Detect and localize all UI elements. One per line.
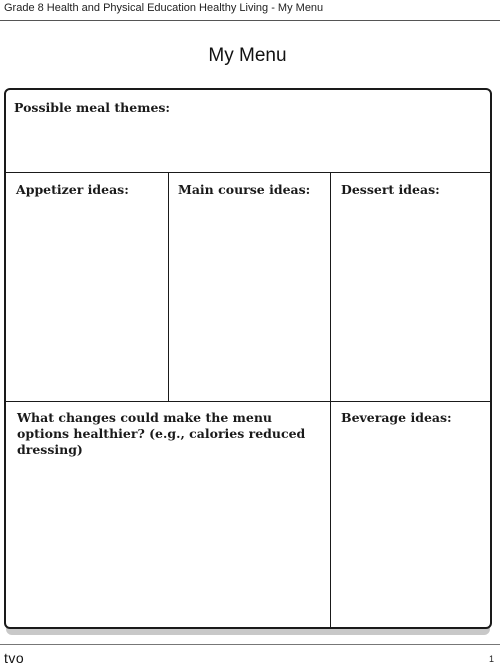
footer-divider bbox=[0, 644, 500, 645]
beverage-box[interactable] bbox=[330, 401, 490, 627]
appetizer-label: Appetizer ideas: bbox=[16, 182, 129, 197]
tvo-logo: tvo bbox=[4, 650, 25, 666]
main-course-box[interactable] bbox=[168, 172, 330, 401]
healthier-changes-label: What changes could make the menu options healthier? (e.g., calories reduced dressing) bbox=[17, 410, 306, 457]
page-number: 1 bbox=[488, 654, 494, 664]
dessert-label: Dessert ideas: bbox=[341, 182, 440, 197]
header-divider bbox=[0, 20, 500, 21]
dessert-box[interactable] bbox=[330, 172, 490, 401]
document-header: Grade 8 Health and Physical Education Healthy Living - My Menu bbox=[4, 2, 324, 14]
meal-themes-label: Possible meal themes: bbox=[14, 100, 171, 115]
menu-worksheet bbox=[4, 88, 492, 629]
appetizer-box[interactable] bbox=[6, 172, 168, 401]
main-course-label: Main course ideas: bbox=[178, 182, 311, 197]
healthier-changes-box[interactable] bbox=[6, 401, 330, 627]
page-title: My Menu bbox=[208, 45, 287, 66]
beverage-label: Beverage ideas: bbox=[341, 410, 452, 425]
meal-themes-box[interactable] bbox=[6, 90, 490, 172]
